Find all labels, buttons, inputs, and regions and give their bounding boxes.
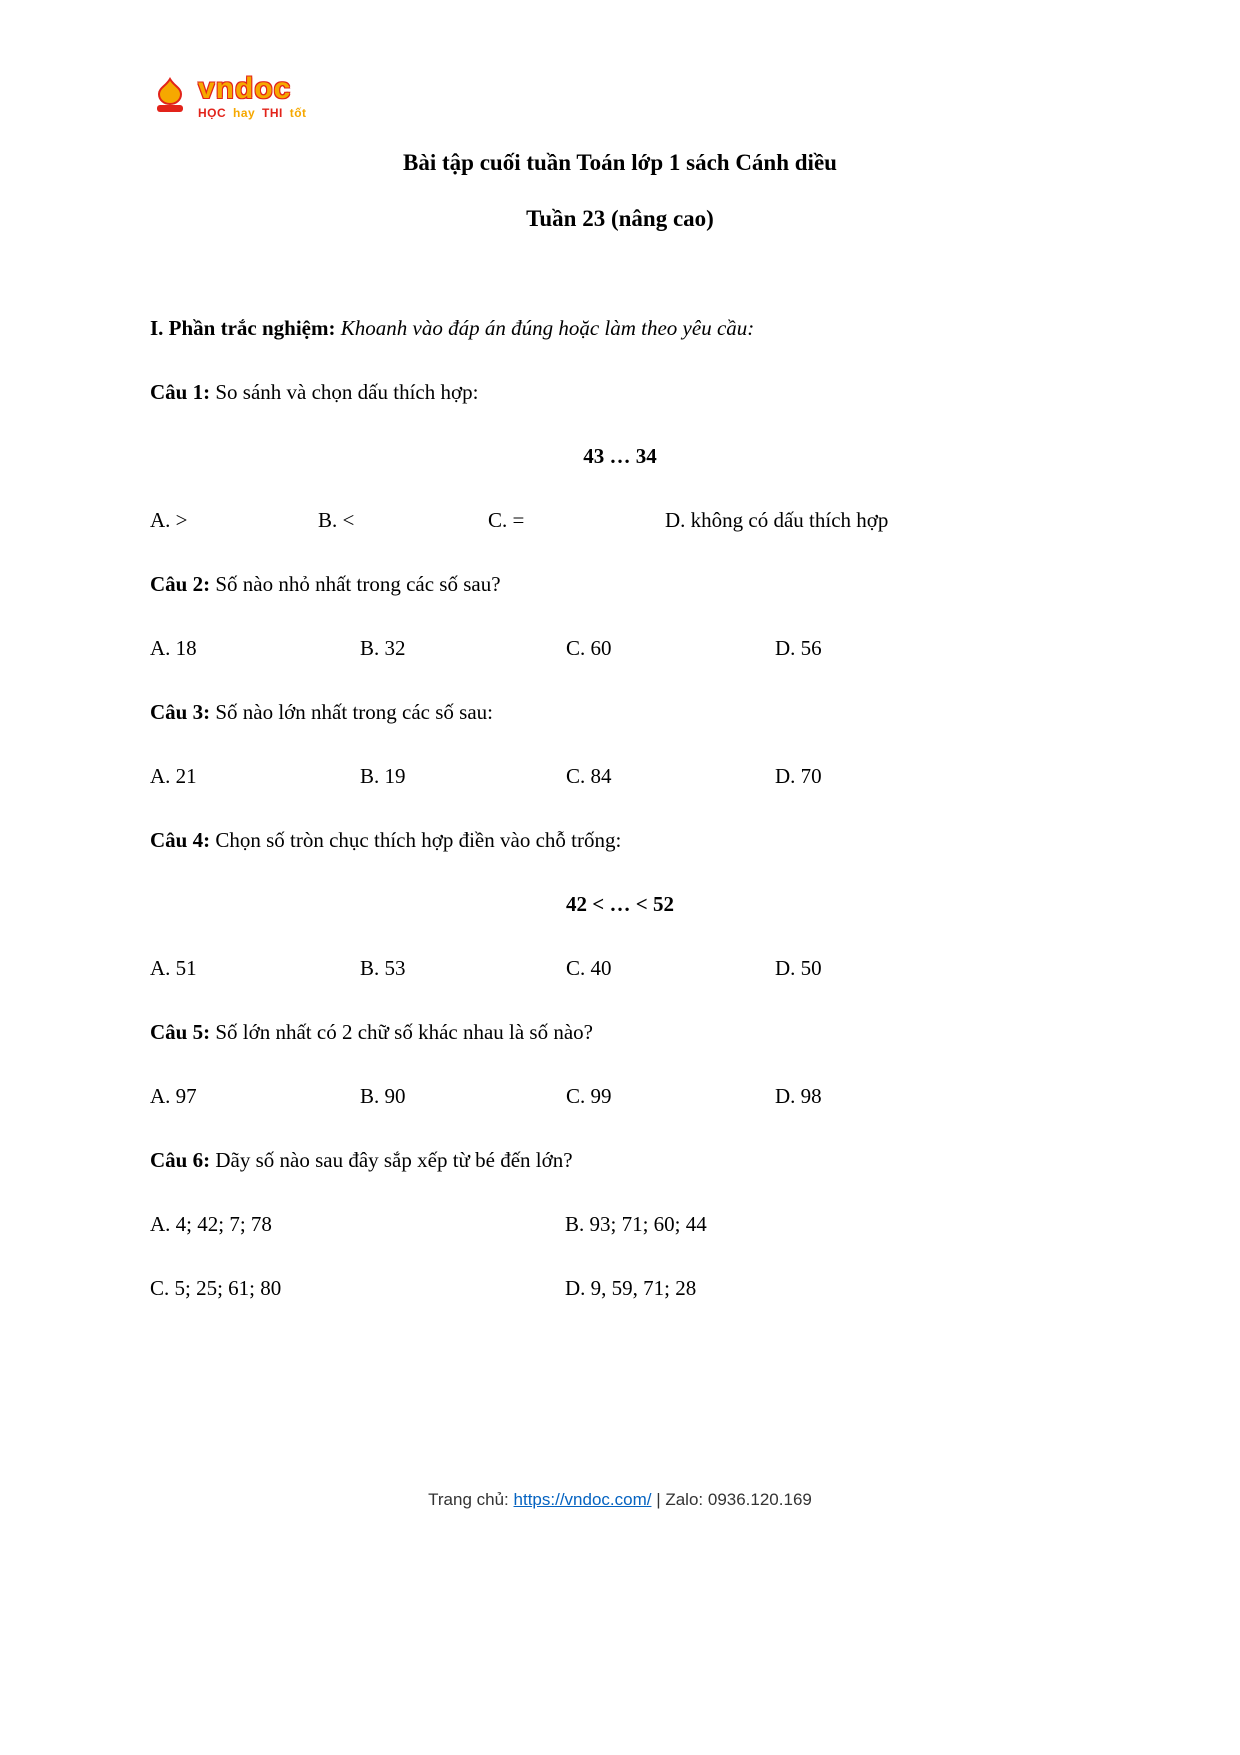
vndoc-logo xyxy=(150,68,1240,124)
footer-prefix: Trang chủ: xyxy=(428,1490,509,1509)
vndoc-logo-icon xyxy=(150,77,190,115)
question-6-label: Câu 6: xyxy=(150,1148,211,1172)
question-6-options-row-2 xyxy=(150,1274,1090,1302)
question-1-expression: 43 … 34 xyxy=(583,444,657,468)
question-1-text: So sánh và chọn dấu thích hợp: xyxy=(215,380,479,404)
question-4-options xyxy=(150,954,1090,982)
question-2 xyxy=(150,570,1090,598)
q4-option-a: A. 51 xyxy=(150,956,197,980)
question-3-text: Số nào lớn nhất trong các số sau: xyxy=(215,700,493,724)
q1-option-d: D. không có dấu thích hợp xyxy=(665,508,889,532)
question-3-label: Câu 3: xyxy=(150,700,211,724)
question-2-options xyxy=(150,634,1090,662)
footer-zalo: | Zalo: 0936.120.169 xyxy=(656,1490,812,1509)
q1-option-c: C. = xyxy=(488,508,525,532)
q2-option-b: B. 32 xyxy=(360,636,406,660)
page-subtitle: Tuần 23 (nâng cao) xyxy=(526,206,714,231)
q1-option-a: A. > xyxy=(150,508,188,532)
q1-option-b: B. < xyxy=(318,508,355,532)
tagline-word: tốt xyxy=(289,105,307,120)
q4-option-c: C. 40 xyxy=(566,956,612,980)
question-3-options xyxy=(150,762,1090,790)
q3-option-a: A. 21 xyxy=(150,764,197,788)
q6-option-b: B. 93; 71; 60; 44 xyxy=(565,1212,707,1236)
q3-option-d: D. 70 xyxy=(775,764,822,788)
q2-option-d: D. 56 xyxy=(775,636,822,660)
question-5-options xyxy=(150,1082,1090,1110)
question-2-label: Câu 2: xyxy=(150,572,211,596)
question-2-text: Số nào nhỏ nhất trong các số sau? xyxy=(215,572,501,596)
q5-option-a: A. 97 xyxy=(150,1084,197,1108)
q5-option-d: D. 98 xyxy=(775,1084,822,1108)
q4-option-d: D. 50 xyxy=(775,956,822,980)
question-1 xyxy=(150,378,1090,406)
question-5-label: Câu 5: xyxy=(150,1020,211,1044)
tagline-word: hay xyxy=(233,105,256,120)
logo-text xyxy=(198,71,310,120)
question-6-text: Dãy số nào sau đây sắp xếp từ bé đến lớn? xyxy=(215,1148,573,1172)
section-instruction: Khoanh vào đáp án đúng hoặc làm theo yêu cầu: xyxy=(340,316,755,340)
q3-option-c: C. 84 xyxy=(566,764,612,788)
question-4-label: Câu 4: xyxy=(150,828,211,852)
q3-option-b: B. 19 xyxy=(360,764,406,788)
logo-brand: vndoc xyxy=(198,71,292,105)
question-6 xyxy=(150,1146,1090,1174)
question-4 xyxy=(150,826,1090,854)
logo-tagline xyxy=(198,107,310,119)
question-4-expression: 42 < … < 52 xyxy=(566,892,674,916)
footer-home-link[interactable]: https://vndoc.com/ xyxy=(513,1490,652,1509)
q6-option-c: C. 5; 25; 61; 80 xyxy=(150,1276,282,1300)
question-5 xyxy=(150,1018,1090,1046)
q4-option-b: B. 53 xyxy=(360,956,406,980)
question-3 xyxy=(150,698,1090,726)
worksheet-content xyxy=(0,314,1240,1302)
q6-option-a: A. 4; 42; 7; 78 xyxy=(150,1212,272,1236)
q2-option-a: A. 18 xyxy=(150,636,197,660)
section-heading xyxy=(150,314,1090,342)
tagline-word: HỌC xyxy=(198,105,227,120)
q6-option-d: D. 9, 59, 71; 28 xyxy=(565,1276,697,1300)
question-1-label: Câu 1: xyxy=(150,380,211,404)
tagline-word: THI xyxy=(262,105,283,120)
question-4-text: Chọn số tròn chục thích hợp điền vào chỗ trống: xyxy=(215,828,622,852)
page-footer xyxy=(0,1490,1240,1510)
page-title: Bài tập cuối tuần Toán lớp 1 sách Cánh diều xyxy=(403,150,837,175)
question-1-options xyxy=(150,506,1090,534)
q2-option-c: C. 60 xyxy=(566,636,612,660)
section-label: I. Phần trắc nghiệm: xyxy=(150,316,336,340)
q5-option-c: C. 99 xyxy=(566,1084,612,1108)
question-5-text: Số lớn nhất có 2 chữ số khác nhau là số nào? xyxy=(215,1020,593,1044)
question-6-options-row-1 xyxy=(150,1210,1090,1238)
q5-option-b: B. 90 xyxy=(360,1084,406,1108)
